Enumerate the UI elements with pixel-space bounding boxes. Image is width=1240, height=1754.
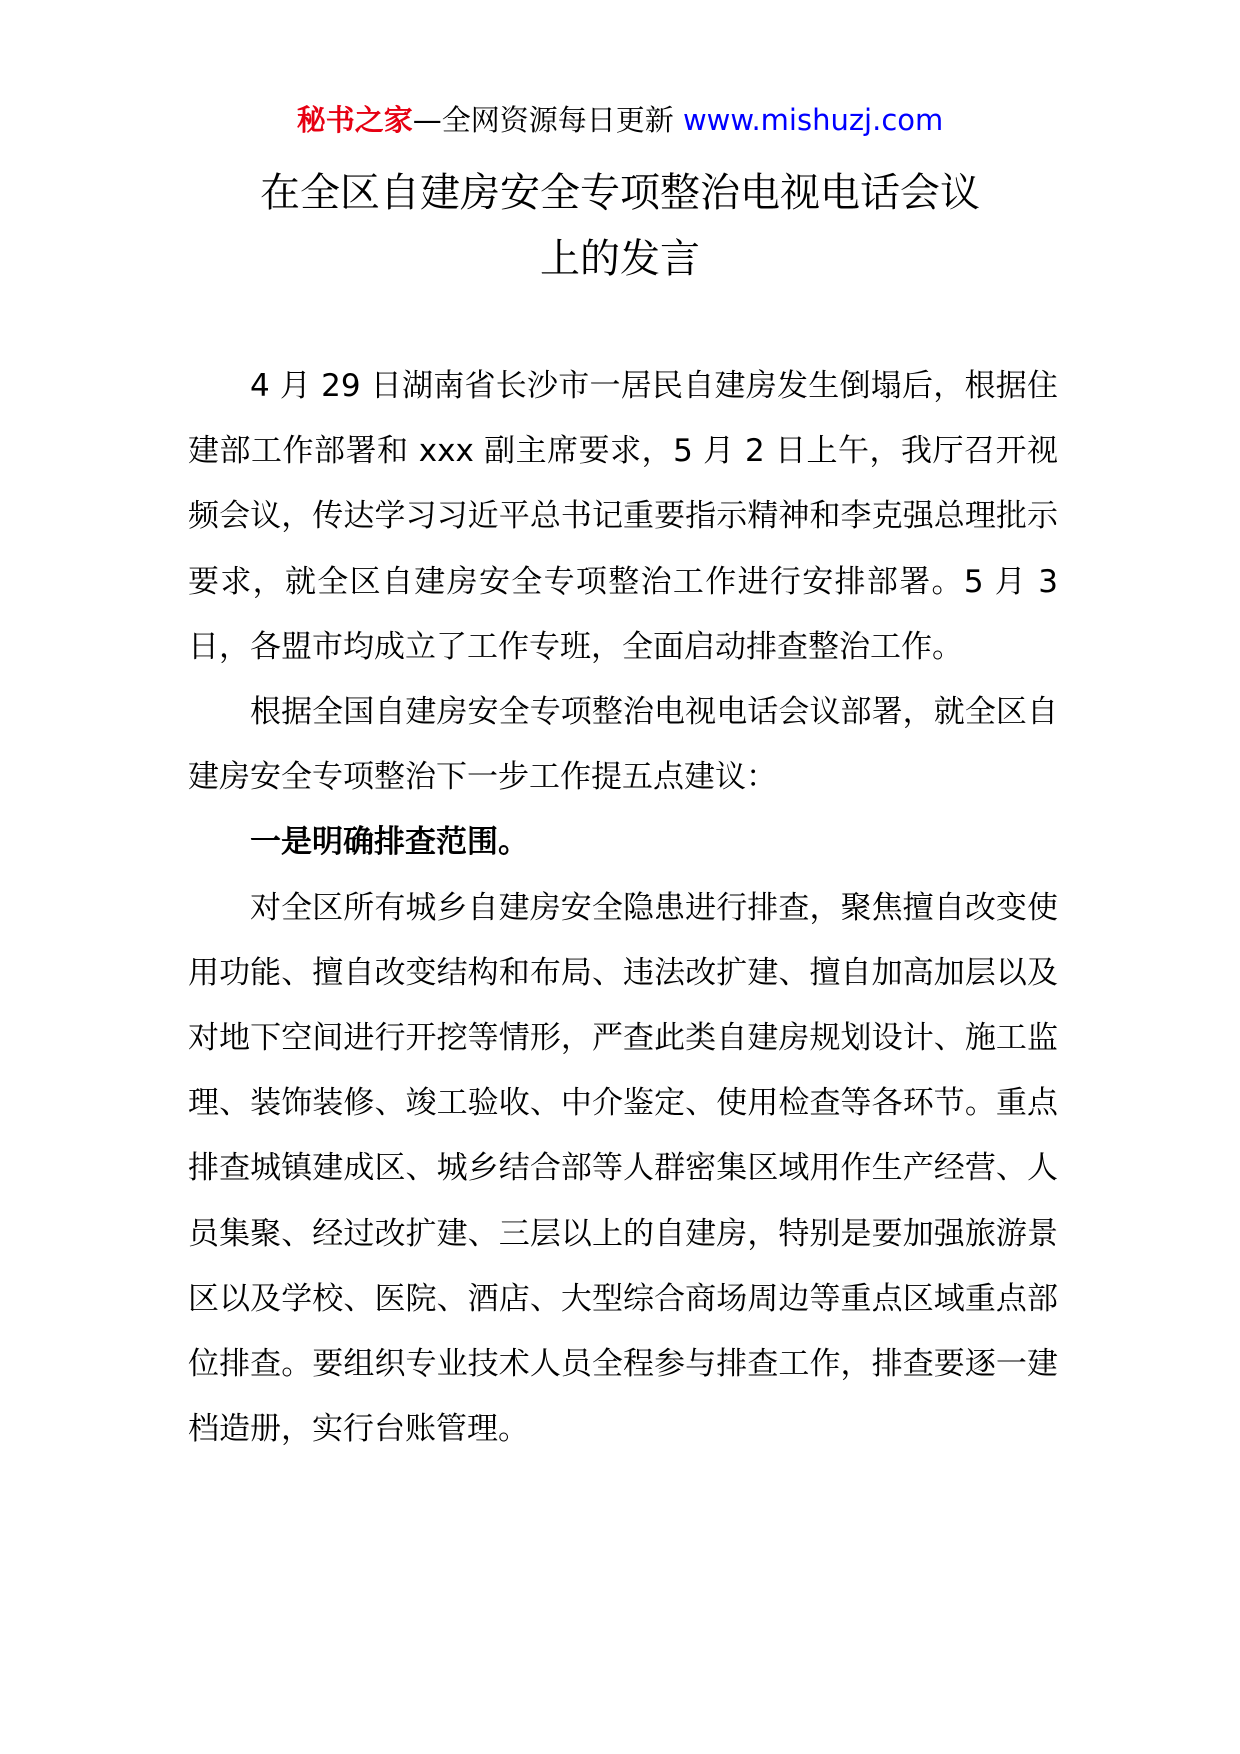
header-tagline: —全网资源每日更新 xyxy=(412,103,683,137)
section-heading-1: 一是明确排查范围。 xyxy=(250,824,529,861)
document-title xyxy=(150,160,1090,292)
brand-name: 秘书之家 xyxy=(296,103,413,137)
paragraph-suggestions-lead: 根据全国自建房安全专项整治电视电话会议部署，就全区自建房安全专项整治下一步工作提五点建议： xyxy=(188,694,1058,796)
site-url[interactable]: www.mishuzj.com xyxy=(682,103,944,137)
paragraph-intro: 4 月 29 日湖南省长沙市一居民自建房发生倒塌后，根据住建部工作部署和 xxx 副主席要求，5 月 2 日上午，我厅召开视频会议，传达学习习近平总书记重要指示精神和李克强总理批示要求，就全区自建房安全专项整治工作进行安排部署。5 月 3 日，各盟市均成立了工作专班，全面启动排查整治工作。 xyxy=(188,368,1058,665)
title-line-2: 上的发言 xyxy=(540,236,700,282)
title-line-1: 在全区自建房安全专项整治电视电话会议 xyxy=(260,170,980,216)
site-header xyxy=(0,100,1240,140)
document-body xyxy=(188,354,1058,1462)
paragraph-section-1: 对全区所有城乡自建房安全隐患进行排查，聚焦擅自改变使用功能、擅自改变结构和布局、违法改扩建、擅自加高加层以及对地下空间进行开挖等情形，严查此类自建房规划设计、施工监理、装饰装修、竣工验收、中介鉴定、使用检查等各环节。重点排查城镇建成区、城乡结合部等人群密集区域用作生产经营、人员集聚、经过改扩建、三层以上的自建房，特别是要加强旅游景区以及学校、医院、酒店、大型综合商场周边等重点区域重点部位排查。要组织专业技术人员全程参与排查工作，排查要逐一建档造册，实行台账管理。 xyxy=(188,889,1058,1448)
